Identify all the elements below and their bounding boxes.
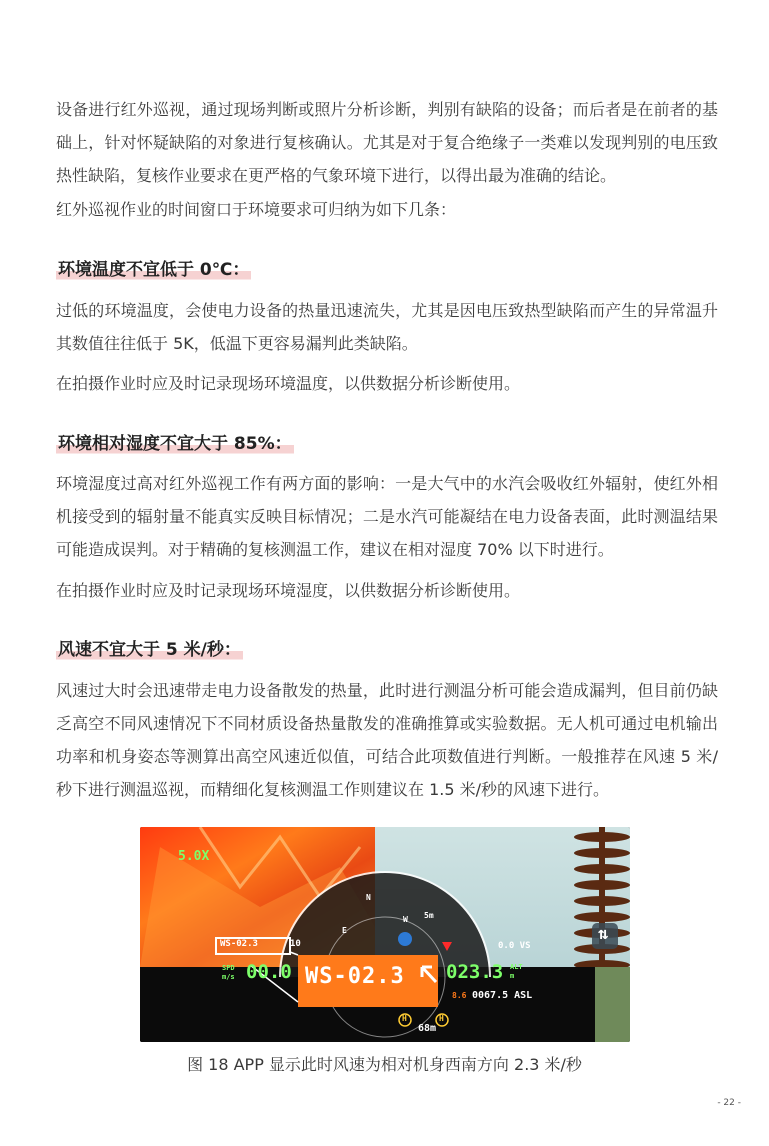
landscape [595,967,630,1042]
h-marker-icon: H [402,1014,407,1023]
h-marker-icon: H [439,1014,444,1023]
page-number: - 22 - [717,1098,741,1108]
figure-caption: 图 18 APP 显示此时风速为相对机身西南方向 2.3 米/秒 [187,1055,582,1074]
intro-paragraph-1: 设备进行红外巡视，通过现场判断或照片分析诊断，判别有缺陷的设备；而后者是在前者的基础上，针对怀疑缺陷的对象进行复核确认。尤其是对于复合绝缘子一类难以发现判别的电压致热性缺陷，复核作业要求在更严格的气象环境下进行，以得出最为准确的结论。 [56,100,718,185]
asl-value: 0067.5 ASL [472,990,533,1001]
compass-north: N [366,893,371,902]
drone-app-screenshot [140,827,630,1042]
section-paragraph: 在拍摄作业时应及时记录现场环境湿度，以供数据分析诊断使用。 [56,581,521,600]
compass-west: W [403,915,408,924]
section-heading-temperature: 环境温度不宜低于 0℃： [58,260,250,280]
wind-speed-small: WS-02.3 [220,939,258,949]
wind-speed-large: WS-02.3 [305,964,405,989]
section-paragraph: 环境湿度过高对红外巡视工作有两方面的影响：一是大气中的水汽会吸收红外辐射，使红外相机接受到的辐射量不能真实反映目标情况；二是水汽可能凝结在电力设备表面，此时测温结果可能造成误判。对于精确的复核测温工作，建议在相对湿度 70% 以下时进行。 [56,474,718,559]
section-paragraph: 风速过大时会迅速带走电力设备散发的热量，此时进行测温分析可能会造成漏判，但目前仍缺乏高空不同风速情况下不同材质设备热量散发的准确推算或实验数据。无人机可通过电机输出功率和机身姿态等测算出高空风速近似值，可结合此项数值进行判断。一般推荐在风速 5 米/秒下进行测温巡视，而精细化复核测温工作则建议在 1.5 米/秒的风速下进行。 [56,681,718,799]
section-heading-wind: 风速不宜大于 5 米/秒： [58,640,241,660]
hud-illustration [140,827,630,1042]
home-point-icon [398,932,412,946]
zoom-level: 5.0X [178,849,210,864]
speed-label-bottom: m/s [222,973,235,981]
heading-value: 10 [290,939,301,949]
asl-prefix: 8.6 [452,991,467,1000]
section-paragraph: 在拍摄作业时应及时记录现场环境温度，以供数据分析诊断使用。 [56,374,521,393]
altitude-label-top: ALT [510,963,523,971]
distance-value: 68m [418,1023,437,1034]
intro-paragraph-2: 红外巡视作业的时间窗口于环境要求可归纳为如下几条： [56,200,457,219]
speed-label-top: SPD [222,964,235,972]
swap-view-icon: ⇅ [598,924,609,944]
compass-east: E [342,926,347,935]
vertical-speed: 0.0 VS [498,941,531,951]
horizontal-speed: 00.0 [246,961,292,983]
altitude-value: 023.3 [446,961,504,983]
five-meter-label: 5m [424,911,434,920]
altitude-label-bottom: m [510,972,515,980]
section-heading-humidity: 环境相对湿度不宜大于 85%： [58,434,292,454]
section-paragraph: 过低的环境温度，会使电力设备的热量迅速流失，尤其是因电压致热型缺陷而产生的异常温升其数值往往低于 5K，低温下更容易漏判此类缺陷。 [56,301,718,353]
